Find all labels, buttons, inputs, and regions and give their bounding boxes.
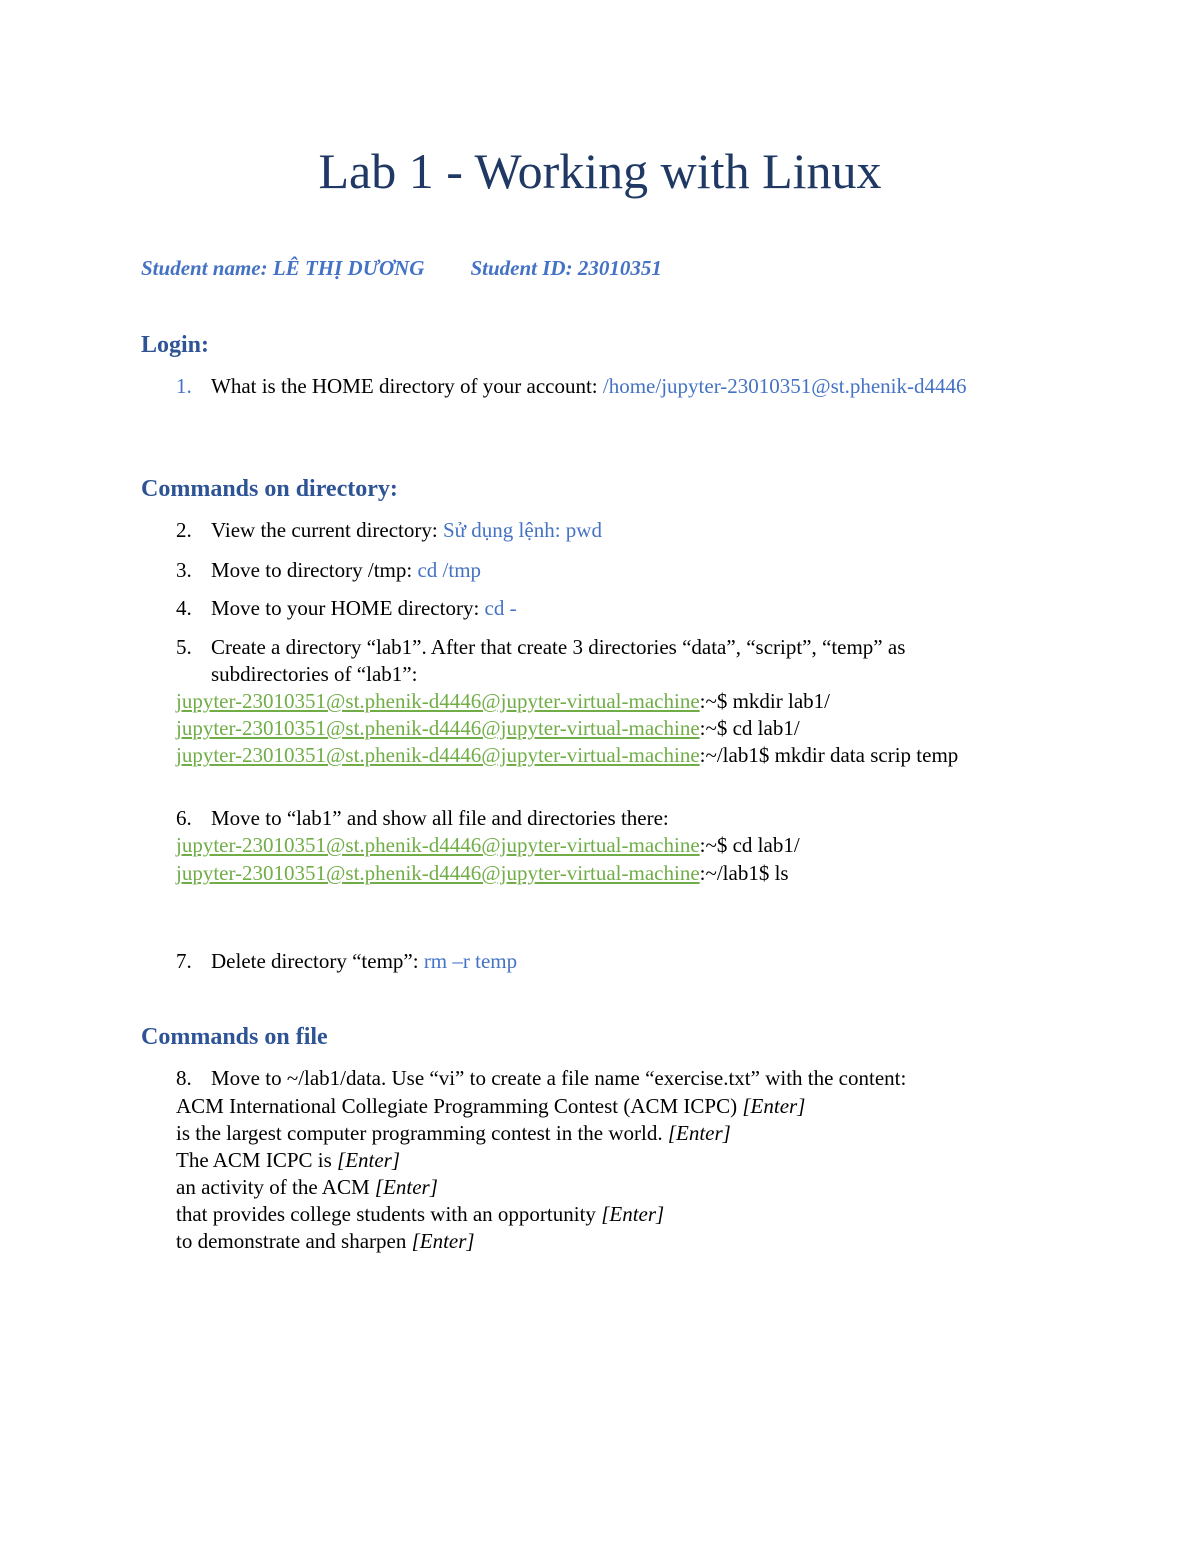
terminal-line [176, 832, 800, 859]
content-text: an activity of the ACM [176, 1175, 375, 1199]
question-number: 8. [176, 1066, 192, 1090]
content-line [176, 1228, 805, 1255]
terminal-line [176, 860, 789, 887]
answer-text: /home/jupyter-23010351@st.phenik-d4446 [602, 374, 967, 398]
answer-text: rm –r temp [423, 949, 518, 973]
question-number: 3. [176, 558, 192, 582]
question-number: 7. [176, 949, 192, 973]
question-text: Move to directory /tmp: [211, 558, 418, 582]
question-number: 6. [176, 806, 192, 830]
question-7 [176, 948, 517, 975]
heading-file: Commands on file [141, 1024, 328, 1050]
student-info [141, 256, 662, 281]
content-text: is the largest computer programming contest in the world. [176, 1121, 668, 1145]
enter-marker: [Enter] [374, 1175, 438, 1199]
student-name: Student name: LÊ THỊ DƯƠNG [141, 256, 425, 280]
shell-command: :~/lab1$ mkdir data scrip temp [699, 743, 959, 767]
question-text: Delete directory “temp”: [211, 949, 424, 973]
shell-prompt[interactable]: jupyter-23010351@st.phenik-d4446@jupyter-virtual-machine [176, 716, 700, 740]
terminal-line [176, 742, 958, 769]
question-text: Move to “lab1” and show all file and directories there: [211, 806, 669, 830]
shell-prompt[interactable]: jupyter-23010351@st.phenik-d4446@jupyter-virtual-machine [176, 689, 700, 713]
content-line [176, 1093, 805, 1120]
enter-marker: [Enter] [742, 1094, 806, 1118]
question-text: Move to ~/lab1/data. Use “vi” to create a file name “exercise.txt” with the content: [211, 1066, 907, 1090]
shell-prompt[interactable]: jupyter-23010351@st.phenik-d4446@jupyter-virtual-machine [176, 833, 700, 857]
content-text: to demonstrate and sharpen [176, 1229, 412, 1253]
shell-prompt[interactable]: jupyter-23010351@st.phenik-d4446@jupyter-virtual-machine [176, 743, 700, 767]
content-line [176, 1174, 805, 1201]
question-number: 2. [176, 518, 192, 542]
content-line [176, 1120, 805, 1147]
terminal-line [176, 715, 800, 742]
question-3 [176, 557, 481, 584]
question-6 [176, 805, 669, 832]
question-number: 5. [176, 635, 192, 659]
question-1 [176, 373, 967, 400]
content-text: The ACM ICPC is [176, 1148, 338, 1172]
heading-login: Login: [141, 332, 210, 358]
answer-text: cd - [484, 596, 517, 620]
terminal-line [176, 688, 830, 715]
answer-text: Sử dụng lệnh: pwd [442, 518, 602, 542]
content-line [176, 1147, 805, 1174]
question-text: Create a directory “lab1”. After that create 3 directories “data”, “script”, “temp” as [211, 635, 906, 659]
shell-prompt[interactable]: jupyter-23010351@st.phenik-d4446@jupyter-virtual-machine [176, 861, 700, 885]
shell-command: :~$ cd lab1/ [699, 716, 800, 740]
question-number: 1. [176, 374, 192, 398]
question-5-continued: subdirectories of “lab1”: [211, 662, 418, 686]
enter-marker: [Enter] [601, 1202, 665, 1226]
content-line [176, 1201, 805, 1228]
question-4 [176, 595, 517, 622]
content-text: ACM International Collegiate Programming Contest (ACM ICPC) [176, 1094, 743, 1118]
shell-command: :~$ mkdir lab1/ [699, 689, 830, 713]
question-text: What is the HOME directory of your account: [211, 374, 603, 398]
shell-command: :~/lab1$ ls [699, 861, 789, 885]
shell-command: :~$ cd lab1/ [699, 833, 800, 857]
question-number: 4. [176, 596, 192, 620]
page-title: Lab 1 - Working with Linux [318, 143, 882, 199]
student-id: Student ID: 23010351 [470, 256, 662, 280]
answer-text: cd /tmp [417, 558, 482, 582]
question-5 [176, 634, 905, 661]
heading-directory: Commands on directory: [141, 476, 398, 502]
question-2 [176, 517, 602, 544]
file-content [176, 1093, 805, 1255]
question-text: Move to your HOME directory: [211, 596, 485, 620]
content-text: that provides college students with an opportunity [176, 1202, 602, 1226]
enter-marker: [Enter] [667, 1121, 731, 1145]
question-8 [176, 1065, 906, 1092]
enter-marker: [Enter] [411, 1229, 475, 1253]
question-text: View the current directory: [211, 518, 443, 542]
enter-marker: [Enter] [337, 1148, 401, 1172]
